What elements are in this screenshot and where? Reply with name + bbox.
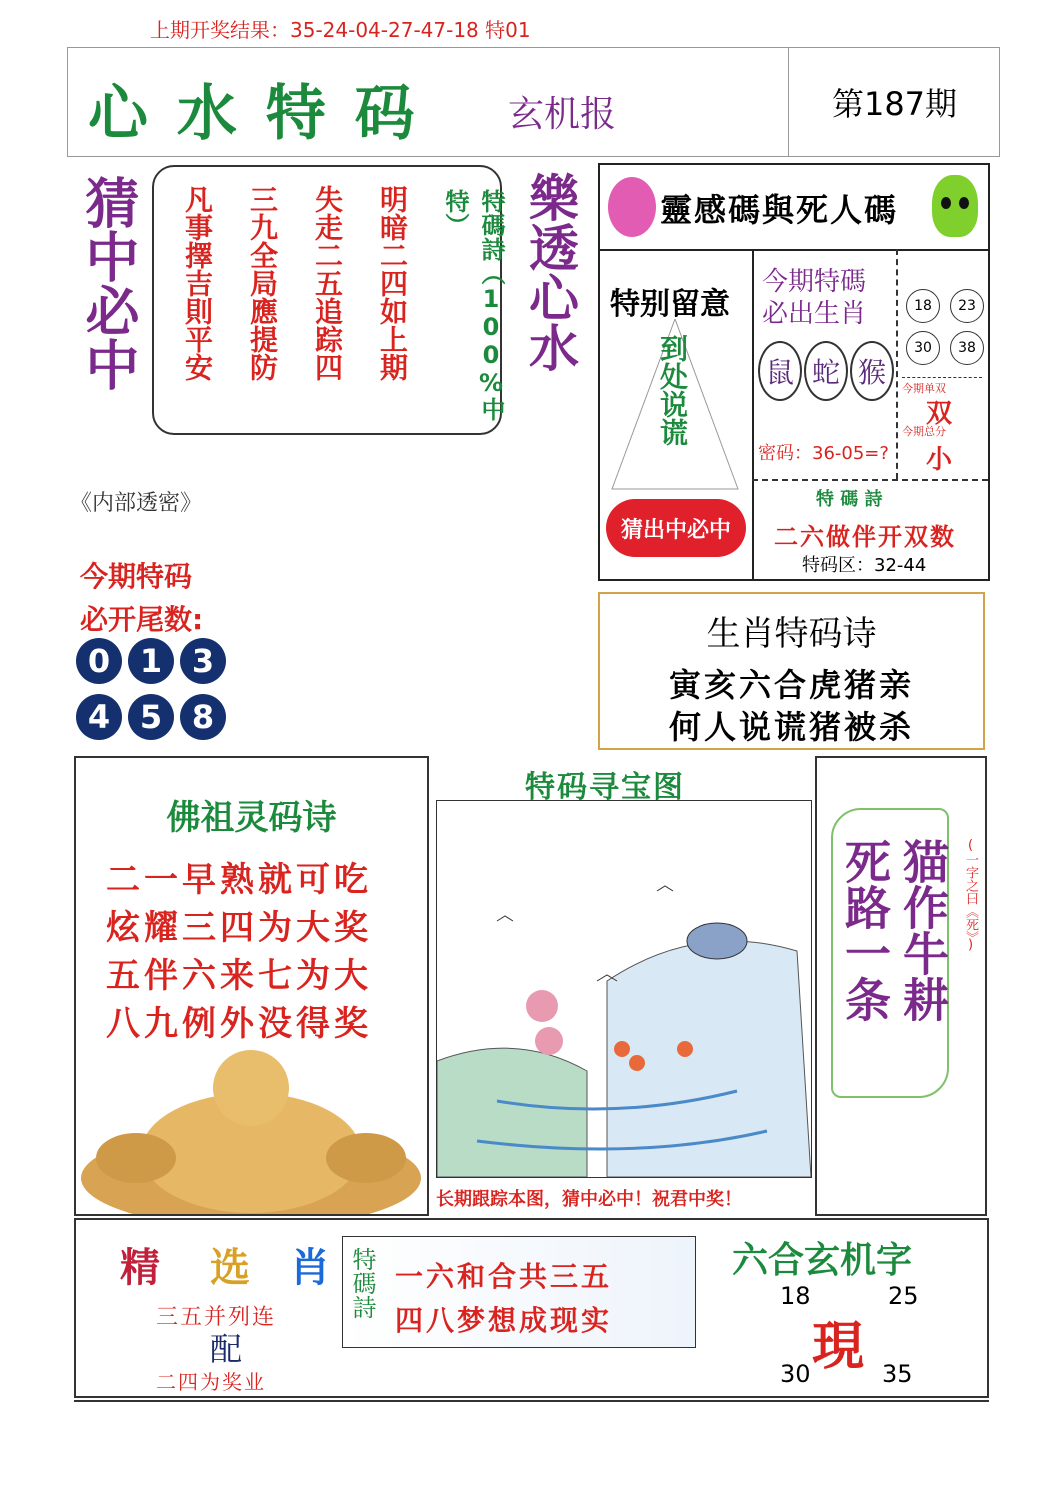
everywhere-lies: 到处说谎 xyxy=(656,334,689,446)
bottom-poem-line2: 四八梦想成现实 xyxy=(395,1304,613,1337)
tail-balls xyxy=(76,638,241,750)
total-label: 今期总分 xyxy=(902,425,946,438)
lhc-char: 現 xyxy=(812,1317,865,1377)
number-cell: 18 xyxy=(906,289,940,323)
riddle-col-1: 猫作牛耕 xyxy=(896,838,950,1022)
bottom-poem-label: 特碼詩 xyxy=(348,1247,376,1319)
today-title-2: 必出生肖 xyxy=(762,299,867,329)
zodiac-rat: 鼠 xyxy=(758,341,802,401)
xiao-char: 肖 xyxy=(290,1245,330,1291)
single-double-label: 今期单双 xyxy=(902,377,982,396)
treasure-title: 特码寻宝图 xyxy=(525,770,685,805)
bottom-line1: 三五并列连 xyxy=(156,1305,277,1330)
poem-col-1: 明暗二四如上期 xyxy=(376,185,409,381)
zodiac-monkey: 猴 xyxy=(850,341,894,401)
ball: 0 xyxy=(76,638,122,684)
poem-col-4: 凡事擇吉則平安 xyxy=(181,185,214,381)
inner-line2: 必开尾数: xyxy=(80,603,204,636)
masthead-title: 心 水 特 码 xyxy=(88,79,419,149)
zone-label: 特码区：32-44 xyxy=(802,555,927,576)
zodiac-row xyxy=(758,341,894,401)
riddle-note: (一字之曰《死》) xyxy=(963,838,978,953)
lhc-num: 18 xyxy=(780,1282,811,1310)
masthead-subtitle: 玄机报 xyxy=(508,94,617,135)
guess-badge: 猜出中必中 xyxy=(606,499,746,557)
poem-col-2: 失走二五追踪四 xyxy=(311,185,344,381)
inner-line1: 今期特码 xyxy=(80,560,193,593)
number-grid xyxy=(906,289,986,365)
zodiac-poem xyxy=(598,592,985,750)
ball: 3 xyxy=(180,638,226,684)
number-cell: 38 xyxy=(950,331,984,365)
divider xyxy=(74,1400,989,1402)
today-title-1: 今期特碼 xyxy=(762,267,867,297)
treasure-image xyxy=(436,800,812,1178)
zodiac-poem-line1: 寅亥六合虎猪亲 xyxy=(668,666,914,704)
ball: 8 xyxy=(180,694,226,740)
bottom-line2: 二四为奖业 xyxy=(156,1370,266,1394)
ling-title: 靈感碼與死人碼 xyxy=(660,191,899,229)
buddha-lines xyxy=(106,856,372,1048)
bottom-panel xyxy=(74,1218,989,1398)
ling-left xyxy=(600,249,754,579)
treasure-caption: 长期跟踪本图，猜中必中！祝君中奖！ xyxy=(436,1189,742,1210)
ling-poem-text: 二六做伴开双数 xyxy=(774,523,956,551)
poem-col-3: 三九全局應提防 xyxy=(246,185,279,381)
total: 小 xyxy=(926,445,953,475)
ball: 1 xyxy=(128,638,174,684)
bottom-poem-box xyxy=(342,1236,696,1348)
buddha-line: 五伴六来七为大 xyxy=(106,956,372,996)
buddha-panel xyxy=(74,756,429,1216)
buddha-line: 二一早熟就可吃 xyxy=(106,860,372,900)
inner-label: 《内部透密》 xyxy=(70,491,203,516)
last-result: 上期开奖结果：35-24-04-27-47-18 特01 xyxy=(150,18,531,42)
lhc-num: 35 xyxy=(882,1360,913,1388)
ling-poem xyxy=(752,479,988,581)
buddha-image xyxy=(76,1048,427,1214)
ling-panel xyxy=(598,163,990,581)
buddha-line: 八九例外没得奖 xyxy=(106,1004,372,1044)
ling-right xyxy=(896,249,988,479)
special-attention: 特别留意 xyxy=(610,287,730,322)
face-icon xyxy=(608,177,656,237)
bottom-poem-line1: 一六和合共三五 xyxy=(395,1260,613,1293)
number-cell: 30 xyxy=(906,331,940,365)
poem-grid xyxy=(152,165,505,435)
code-label: 密码：36-05=? xyxy=(758,443,889,464)
ling-poem-label: 特 碼 詩 xyxy=(816,489,883,510)
buddha-line: 炫耀三四为大奖 xyxy=(106,908,372,948)
ball: 4 xyxy=(76,694,122,740)
riddle-col-2: 死路一条 xyxy=(838,838,892,1022)
buddha-title: 佛祖灵码诗 xyxy=(166,798,337,838)
riddle-panel xyxy=(815,756,987,1216)
zodiac-poem-line2: 何人说谎猪被杀 xyxy=(668,708,914,746)
lhc-num: 30 xyxy=(780,1360,811,1388)
lhc-title: 六合玄机字 xyxy=(732,1240,913,1281)
ball: 5 xyxy=(128,694,174,740)
zodiac-poem-title: 生肖特码诗 xyxy=(706,614,877,654)
lhc-num: 25 xyxy=(888,1282,919,1310)
zodiac-snake: 蛇 xyxy=(804,341,848,401)
poem-side-label: 特碼詩（100%中特） xyxy=(441,189,505,421)
ling-mid xyxy=(752,249,898,479)
ling-header xyxy=(600,165,988,251)
xuan-char: 选 xyxy=(210,1245,250,1291)
masthead xyxy=(67,47,1000,157)
jing-char: 精 xyxy=(120,1245,160,1291)
issue-number: 第187期 xyxy=(788,48,1000,156)
left-slogan: 猜中必中 xyxy=(77,175,140,391)
pei-char: 配 xyxy=(210,1330,243,1368)
single-double: 双 xyxy=(926,399,953,429)
right-slogan: 樂透心水 xyxy=(521,172,579,372)
number-cell: 23 xyxy=(950,289,984,323)
skull-icon xyxy=(932,175,978,237)
